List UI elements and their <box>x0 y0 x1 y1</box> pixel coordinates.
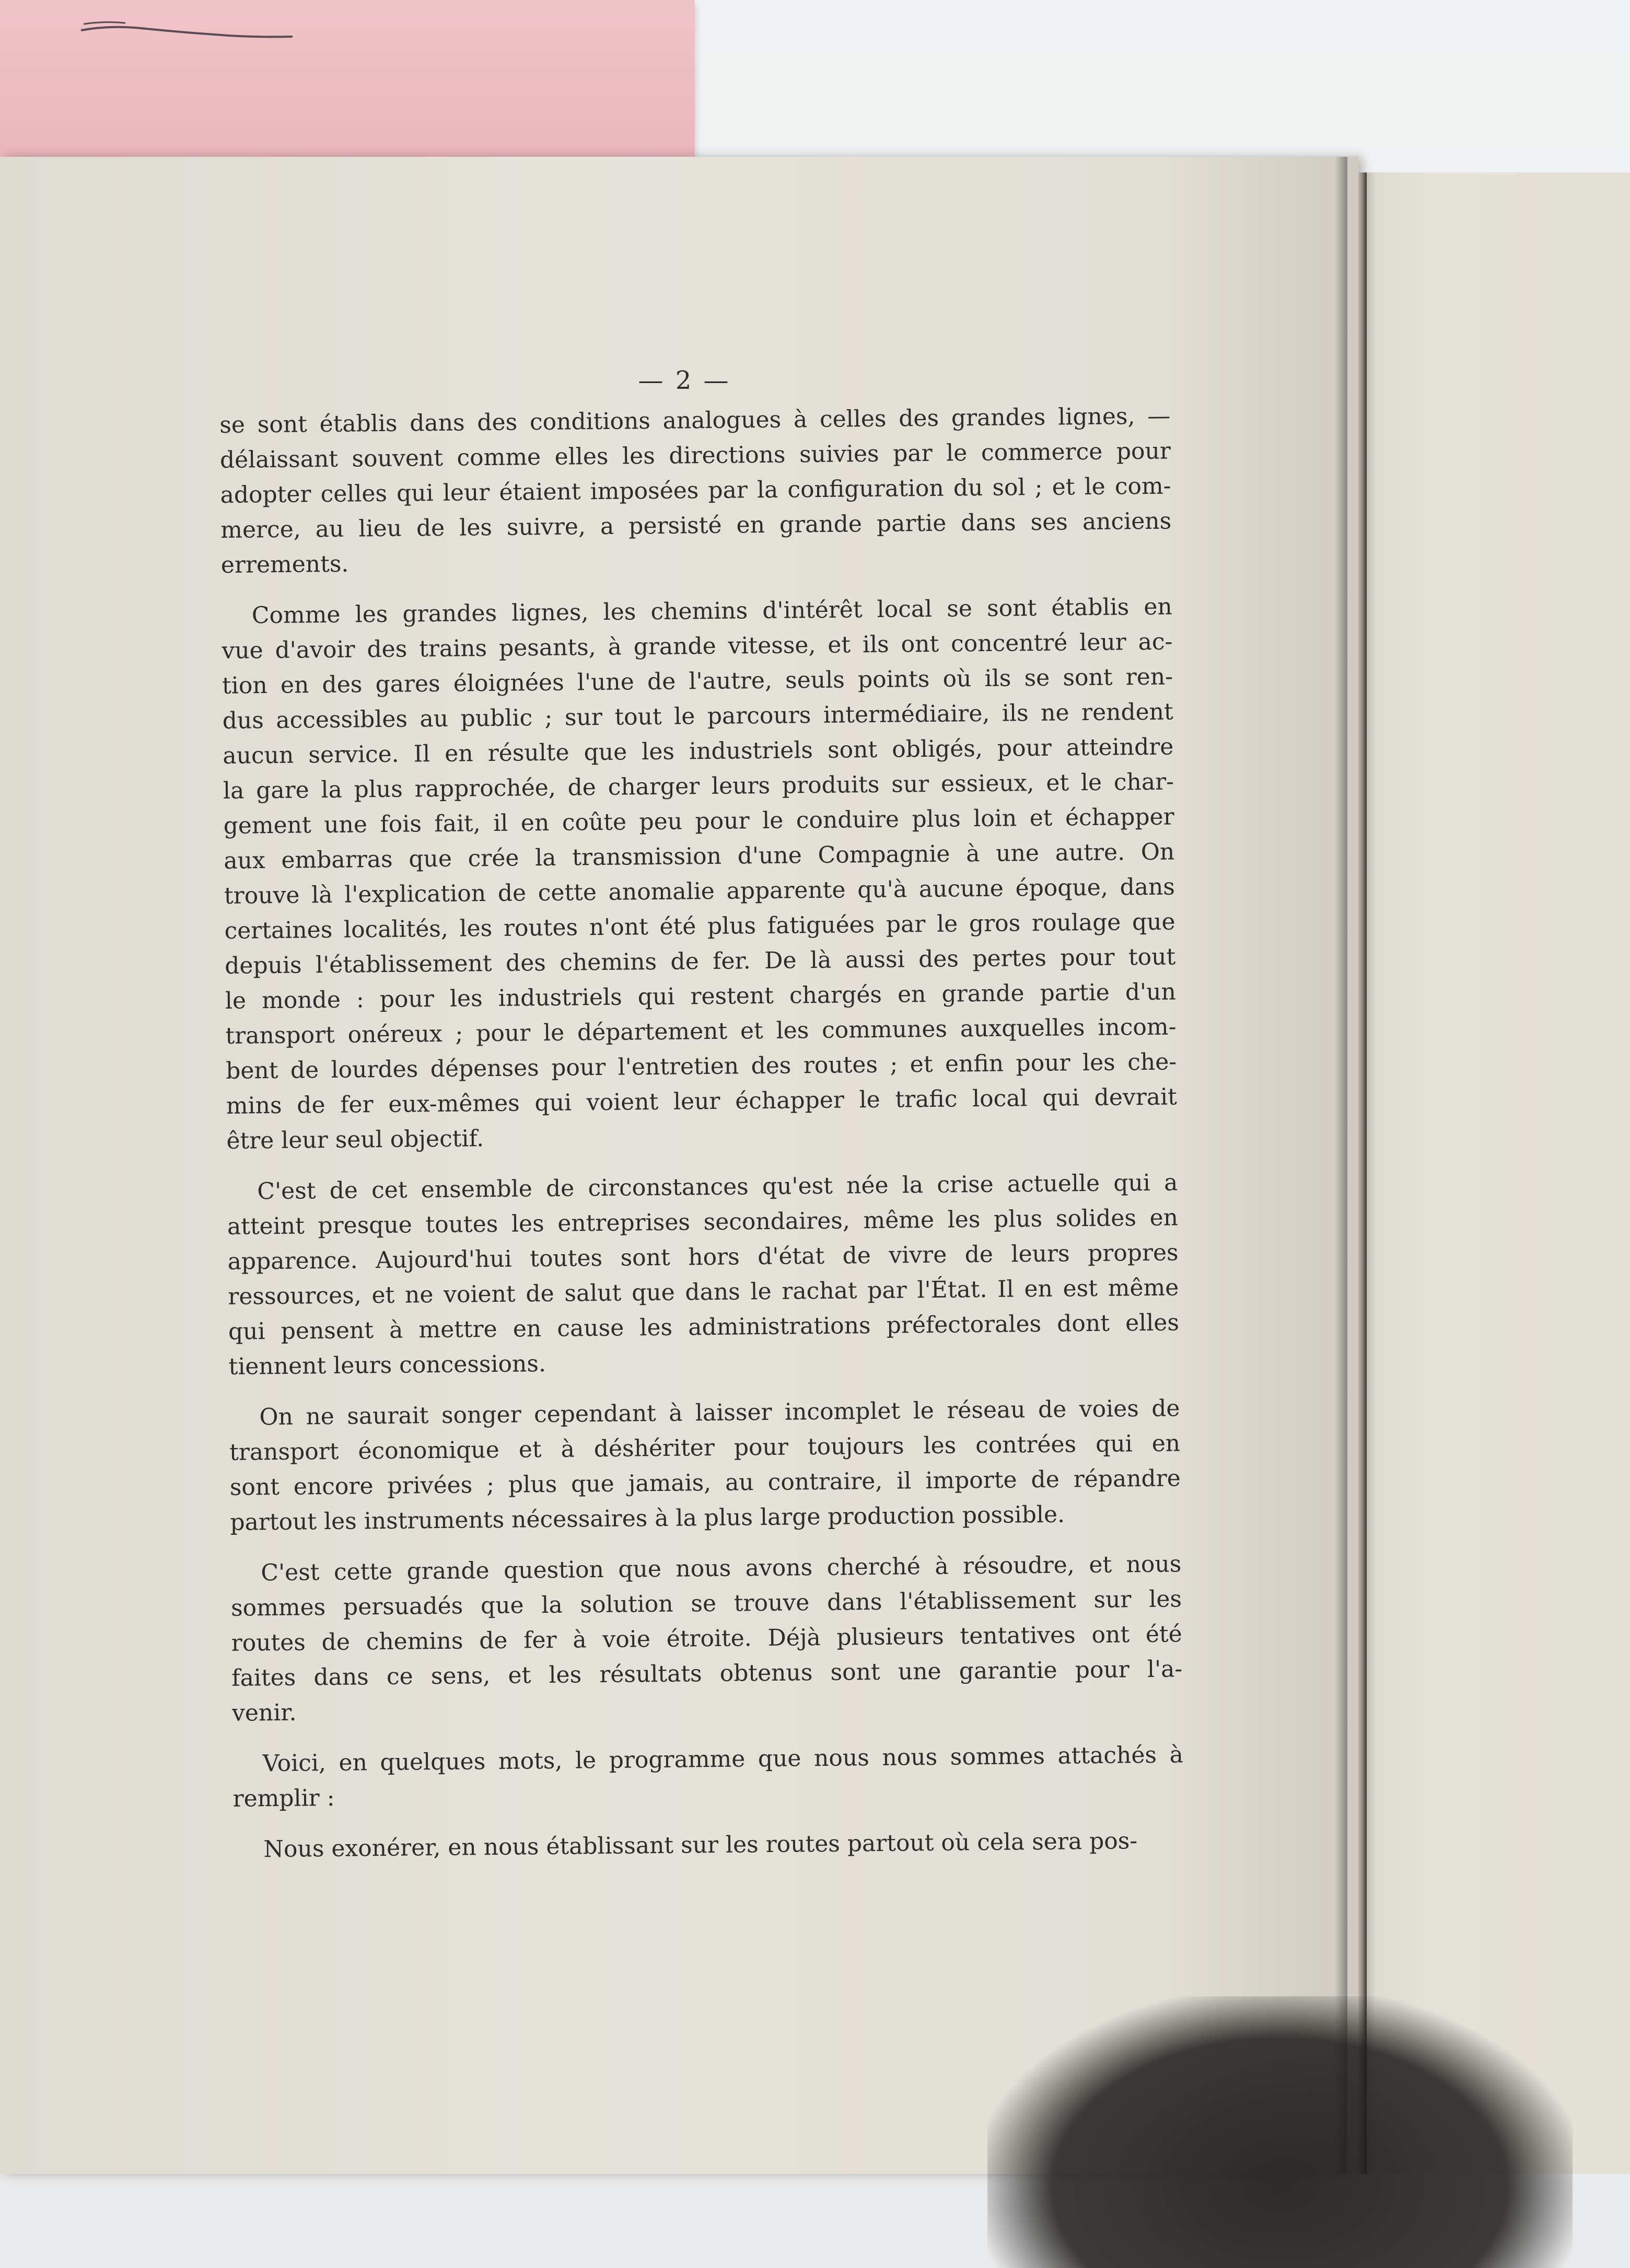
book-spine <box>1358 172 1367 2174</box>
paragraph <box>229 1391 1181 1540</box>
text-line: la gare la plus rapprochée, de charger leurs produits sur essieux, et le char- <box>223 768 1174 804</box>
text-line: mins de fer eux-mêmes qui voient leur échapper le trafic local qui devrait <box>226 1083 1177 1119</box>
paragraph <box>233 1823 1184 1867</box>
text-line: Comme les grandes lignes, les chemins d'intérêt local se sont établis en <box>251 593 1172 629</box>
text-line: errements. <box>220 550 349 578</box>
hand-shadow <box>987 1996 1573 2268</box>
text-line: sont encore privées ; plus que jamais, au contraire, il importe de répandre <box>229 1465 1181 1501</box>
text-line: tiennent leurs concessions. <box>228 1350 546 1380</box>
page-number: — 2 — <box>638 366 731 395</box>
paragraph <box>227 1165 1180 1384</box>
text-line: C'est de cet ensemble de circonstances qu'est née la crise actuelle qui a <box>257 1169 1178 1205</box>
paragraph <box>232 1737 1184 1816</box>
text-line: C'est cette grande question que nous avons cherché à résoudre, et nous <box>261 1550 1182 1587</box>
text-line: le monde : pour les industriels qui restent chargés en grande partie d'un <box>225 978 1177 1014</box>
text-line: ressources, et ne voient de salut que dans le rachat par l'État. Il en est même <box>228 1274 1179 1310</box>
text-line: routes de chemins de fer à voie étroite. Déjà plusieurs tentatives ont été <box>231 1621 1182 1657</box>
text-line: aux embarras que crée la transmission d'une Compagnie à une autre. On <box>224 838 1175 874</box>
text-line: adopter celles qui leur étaient imposées par la configuration du sol ; et le com- <box>220 472 1171 508</box>
text-line: faites dans ce sens, et les résultats obtenus sont une garantie pour l'a- <box>231 1656 1183 1692</box>
text-line: remplir : <box>232 1785 335 1812</box>
text-line: transport économique et à déshériter pour toujours les contrées qui en <box>229 1430 1181 1466</box>
page-edge-shadow <box>1335 157 1347 2174</box>
text-line: depuis l'établissement des chemins de fer. De là aussi des pertes pour tout <box>225 943 1176 979</box>
text-line: Voici, en quelques mots, le programme que nous nous sommes attachés à <box>262 1741 1184 1777</box>
text-line: atteint presque toutes les entreprises secondaires, même les plus solides en <box>227 1204 1179 1240</box>
text-line: sommes persuadés que la solution se trouve dans l'établissement sur les <box>230 1586 1182 1622</box>
pink-sheet <box>0 0 695 172</box>
text-line: vue d'avoir des trains pesants, à grande vitesse, et ils ont concentré leur ac- <box>222 628 1173 664</box>
text-line: venir. <box>231 1699 297 1727</box>
text-line: apparence. Aujourd'hui toutes sont hors d'état de vivre de leurs propres <box>227 1239 1179 1275</box>
paragraph <box>222 589 1178 1159</box>
text-line: qui pensent à mettre en cause les administrations préfectorales dont elles <box>228 1309 1180 1345</box>
text-line: gement une fois fait, il en coûte peu pour le conduire plus loin et échapper <box>223 803 1174 839</box>
paragraph <box>230 1546 1183 1730</box>
text-line: On ne saurait songer cependant à laisser incomplet le réseau de voies de <box>259 1395 1180 1431</box>
text-line: délaissant souvent comme elles les directions suivies par le commerce pour <box>219 437 1171 473</box>
text-line: merce, au lieu de les suivre, a persisté en grande partie dans ses anciens <box>220 507 1172 543</box>
next-page <box>1340 172 1630 2174</box>
text-line: être leur seul objectif. <box>226 1125 484 1154</box>
paragraph <box>219 399 1172 583</box>
text-line: se sont établis dans des conditions analogues à celles des grandes lignes, — <box>219 402 1171 438</box>
text-line: partout les instruments nécessaires à la plus large production possible. <box>230 1501 1065 1536</box>
pen-scribble <box>78 21 298 42</box>
text-line: bent de lourdes dépenses pour l'entretien des routes ; et enfin pour les che- <box>225 1048 1177 1084</box>
text-line: tion en des gares éloignées l'une de l'autre, seuls points où ils se sont ren- <box>222 663 1173 699</box>
text-line: certaines localités, les routes n'ont été plus fatiguées par le gros roulage que <box>224 908 1175 944</box>
text-line: transport onéreux ; pour le département et les communes auxquelles incom- <box>225 1013 1177 1049</box>
text-line: dus accessibles au public ; sur tout le parcours intermédiaire, ils ne rendent <box>222 698 1173 734</box>
text-line: trouve là l'explication de cette anomalie apparente qu'à aucune époque, dans <box>224 873 1175 909</box>
text-line: Nous exonérer, en nous établissant sur les routes partout où cela sera pos- <box>263 1827 1138 1863</box>
text-line: aucun service. Il en résulte que les industriels sont obligés, pour atteindre <box>223 733 1174 769</box>
body-text <box>219 399 1184 1883</box>
